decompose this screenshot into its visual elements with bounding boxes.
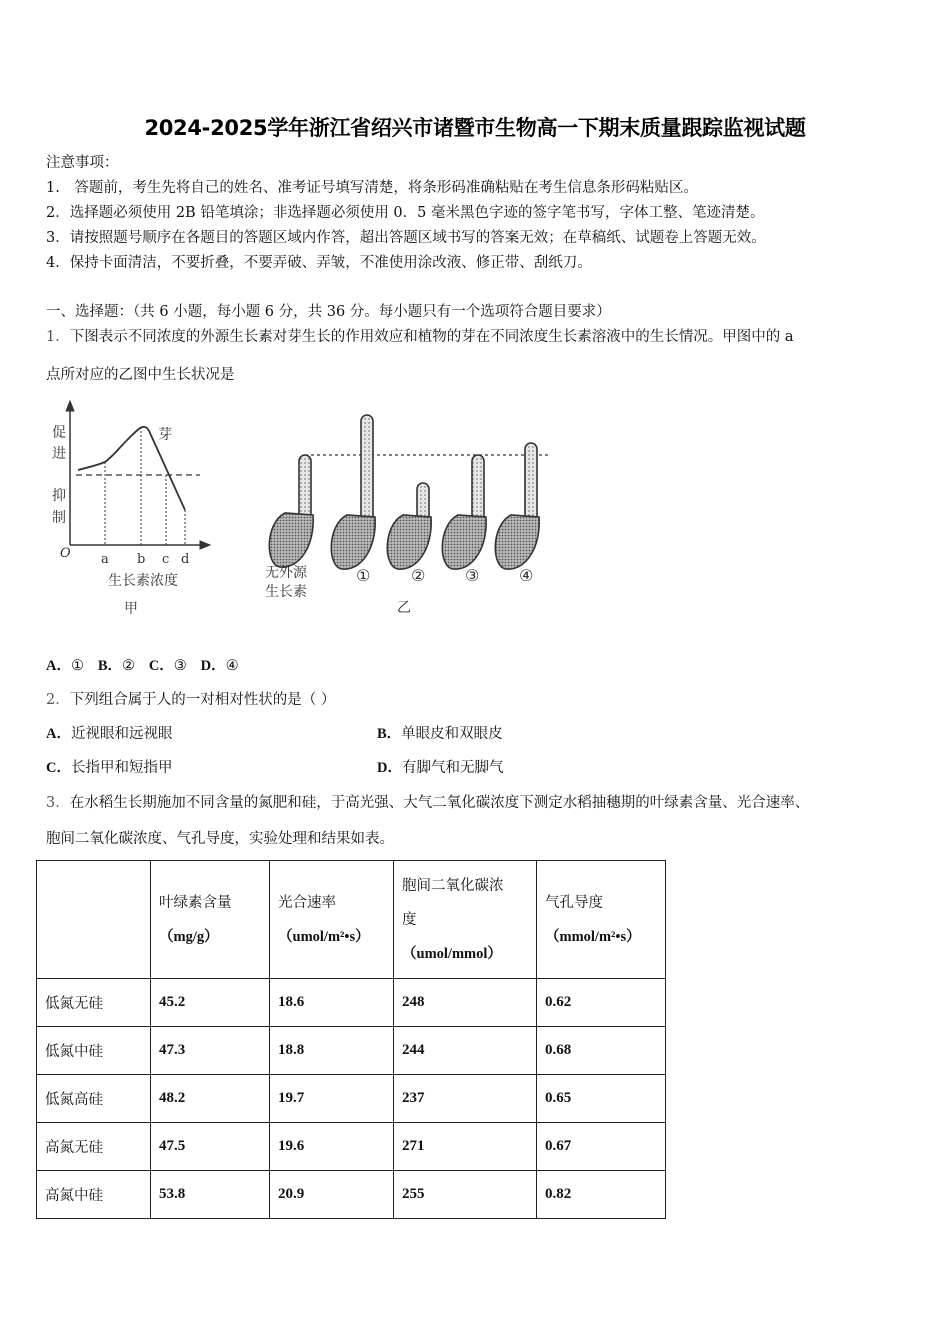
table-header-row xyxy=(37,861,666,979)
label-seedling-4: ④ xyxy=(519,566,534,585)
option-b[interactable]: B．单眼皮和双眼皮 xyxy=(377,726,503,742)
option-d[interactable]: D．有脚气和无脚气 xyxy=(377,760,504,776)
table-header-stomatal-conductance: 气孔导度 （mmol/m²•s） xyxy=(537,861,666,979)
question-1-line-2: 点所对应的乙图中生长状况是 xyxy=(46,367,235,383)
notice-heading: 注意事项： xyxy=(46,155,119,171)
question-3-line-1 xyxy=(46,793,809,813)
section-heading: 一、选择题：（共 6 小题，每小题 6 分，共 36 分。每小题只有一个选项符合题目要求） xyxy=(46,304,611,320)
label-seedling-2: ② xyxy=(411,566,426,585)
notice-item-2: 2．选择题必须使用 2B 铅笔填涂；非选择题必须使用 0．5 毫米黑色字迹的签字笔书写，字体工整、笔迹清楚。 xyxy=(46,205,765,221)
question-text: 下图表示不同浓度的外源生长素对芽生长的作用效应和植物的芽在不同浓度生长素溶液中的生长情况。甲图中的 a xyxy=(69,329,794,345)
question-1-line-1 xyxy=(46,327,793,347)
origin-label: O xyxy=(60,546,71,561)
y-label-promote-1: 促 xyxy=(52,425,66,441)
option-d[interactable]: D．④ xyxy=(200,658,239,674)
figure-caption-jia: 甲 xyxy=(124,601,138,617)
x-tick-b: b xyxy=(137,552,146,567)
question-1-options xyxy=(46,656,239,676)
label-control-1: 无外源 xyxy=(265,565,307,581)
option-c[interactable]: C．③ xyxy=(148,658,187,674)
table-header-intercellular-co2: 胞间二氧化碳浓 度 （umol/mmol） xyxy=(394,861,537,979)
option-a[interactable]: A．近视眼和远视眼 xyxy=(46,726,173,742)
x-tick-a: a xyxy=(101,552,109,567)
y-label-inhibit-1: 抑 xyxy=(52,488,66,504)
y-label-inhibit-2: 制 xyxy=(52,510,66,526)
y-label-promote-2: 进 xyxy=(52,446,66,462)
question-number: 1． xyxy=(46,329,70,345)
table-row: 低氮中硅 47.3 18.8 244 0.68 xyxy=(37,1027,666,1075)
table-row: 低氮无硅 45.2 18.6 248 0.62 xyxy=(37,979,666,1027)
question-number: 2． xyxy=(46,692,70,708)
auxin-effect-graph xyxy=(40,395,220,620)
table-header-chlorophyll: 叶绿素含量 （mg/g） xyxy=(151,861,270,979)
x-tick-c: c xyxy=(162,552,170,567)
label-control-2: 生长素 xyxy=(265,584,307,600)
results-table xyxy=(36,860,666,1219)
option-b[interactable]: B．② xyxy=(97,658,135,674)
curve-label-bud: 芽 xyxy=(158,427,172,443)
question-3-line-2: 胞间二氧化碳浓度、气孔导度，实验处理和结果如表。 xyxy=(46,831,394,847)
x-tick-d: d xyxy=(181,552,190,567)
question-number: 3． xyxy=(46,795,70,811)
notice-item-1: 1. 答题前，考生先将自己的姓名、准考证号填写清楚，将条形码准确粘贴在考生信息条形码粘贴区。 xyxy=(46,180,698,196)
seedling-growth-diagram xyxy=(255,405,560,620)
label-seedling-3: ③ xyxy=(465,566,480,585)
x-axis-label: 生长素浓度 xyxy=(108,573,178,589)
figure-caption-yi: 乙 xyxy=(397,600,411,616)
question-text: 在水稻生长期施加不同含量的氮肥和硅，于高光强、大气二氧化碳浓度下测定水稻抽穗期的叶绿素含量、光合速率、 xyxy=(69,795,810,811)
option-a[interactable]: A．① xyxy=(46,658,84,674)
page-title: 2024-2025学年浙江省绍兴市诸暨市生物高一下期末质量跟踪监视试题 xyxy=(144,116,806,140)
label-seedling-1: ① xyxy=(356,566,371,585)
table-header-empty xyxy=(37,861,151,979)
table-row: 低氮高硅 48.2 19.7 237 0.65 xyxy=(37,1075,666,1123)
notice-item-4: 4．保持卡面清洁，不要折叠，不要弄破、弄皱，不准使用涂改液、修正带、刮纸刀。 xyxy=(46,255,592,271)
question-text: 下列组合属于人的一对相对性状的是（ ） xyxy=(69,692,336,708)
figure-yi xyxy=(255,405,560,620)
table-row: 高氮中硅 53.8 20.9 255 0.82 xyxy=(37,1171,666,1219)
figure-jia xyxy=(40,395,220,620)
option-c[interactable]: C．长指甲和短指甲 xyxy=(46,760,173,776)
table-header-photosynthesis-rate: 光合速率 （umol/m²•s） xyxy=(270,861,394,979)
question-2 xyxy=(46,690,335,710)
table-row: 高氮无硅 47.5 19.6 271 0.67 xyxy=(37,1123,666,1171)
notice-item-3: 3．请按照题号顺序在各题目的答题区域内作答，超出答题区域书写的答案无效；在草稿纸、试题卷上答题无效。 xyxy=(46,230,766,246)
